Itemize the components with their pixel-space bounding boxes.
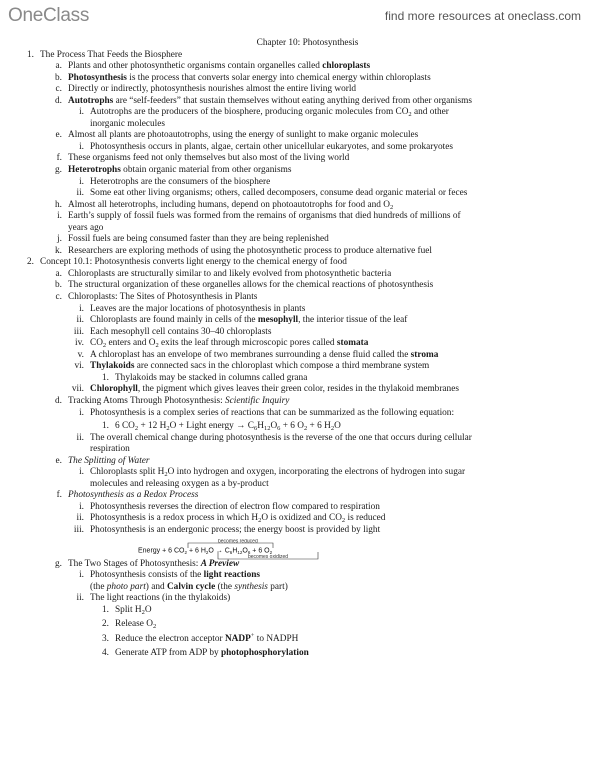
subscript: 2 (389, 203, 394, 211)
list-marker: ii. (76, 593, 84, 604)
outline-line (0, 433, 595, 445)
subscript: 2 (164, 471, 168, 479)
redox-diagram (0, 537, 595, 559)
outline-line (0, 246, 595, 258)
text-run: + 6 O (280, 421, 304, 432)
page-title: Chapter 10: Photosynthesis (256, 38, 359, 48)
line-text: The Process That Feeds the Biosphere (40, 49, 183, 60)
outline-line (0, 408, 595, 420)
subscript: 2 (303, 425, 308, 433)
text-run: Chloroplasts are found mainly in cells of the (90, 315, 258, 326)
list-marker: 3. (102, 633, 109, 644)
line-text: Some eat other living organisms; others, called decomposers, consume dead organic material or feces (90, 188, 468, 199)
list-marker: i. (79, 141, 84, 152)
line-text: Thylakoids may be stacked in columns called grana (115, 372, 308, 383)
line-text: respiration (90, 444, 130, 455)
text-run: are “self-feeders” that sustain themselves without eating anything derived from other organisms (113, 95, 472, 106)
list-marker: b. (55, 280, 62, 291)
line-text (68, 559, 239, 571)
outline-line (0, 559, 595, 571)
line-text: Heterotrophs are the consumers of the biosphere (90, 176, 271, 187)
text-run: (the (215, 581, 235, 592)
line-text: Photosynthesis is an endergonic process; the energy boost is provided by light (90, 524, 381, 535)
list-marker: i. (79, 303, 84, 314)
outline-line (0, 211, 595, 223)
list-marker: iii. (73, 326, 84, 337)
text-run: are connected sacs in the chloroplast which compose a third membrane system (134, 361, 430, 372)
outline-line (0, 234, 595, 246)
list-marker: g. (55, 558, 62, 569)
outline-line (0, 304, 595, 316)
italic-term: Scientific Inquiry (225, 395, 290, 406)
subscript: 2 (152, 623, 157, 631)
outline-line (0, 648, 595, 660)
line-text (68, 396, 289, 408)
text-run: Reduce the electron acceptor (115, 633, 225, 644)
outline-line (0, 582, 595, 594)
outline-line (0, 350, 595, 362)
outline-line (0, 153, 595, 165)
list-marker: k. (55, 245, 62, 256)
outline-line (0, 269, 595, 281)
line-text (115, 631, 299, 646)
list-marker: 4. (102, 648, 109, 659)
text-run: ) and (145, 581, 167, 592)
line-text (90, 361, 429, 373)
subscript: 2 (166, 425, 170, 433)
list-marker: j. (57, 234, 62, 245)
line-text: Directly or indirectly, photosynthesis nourishes almost the entire living world (68, 84, 357, 95)
italic-term: photo part (106, 581, 146, 592)
text-run: + 6 H (307, 421, 331, 432)
text-run: 6 CO (115, 421, 135, 432)
superscript: + (250, 631, 255, 639)
list-marker: h. (55, 199, 62, 210)
text-run: + 12 H (138, 421, 167, 432)
text-run: , the interior tissue of the leaf (298, 315, 408, 326)
line-text (115, 605, 152, 617)
line-text: The overall chemical change during photosynthesis is the reverse of the one that occurs during cellular (90, 432, 472, 443)
outline-line (0, 223, 595, 235)
subscript: 2 (408, 111, 412, 119)
bold-term: light reactions (203, 570, 261, 581)
line-text (68, 73, 431, 85)
list-marker: 2. (102, 619, 109, 630)
text-run: Almost all heterotrophs, including humans, depend on photoautotrophs for food and O (68, 199, 390, 210)
outline-line (0, 361, 595, 373)
list-marker: i. (79, 467, 84, 478)
line-text: The light reactions (in the thylakoids) (90, 593, 231, 604)
text-run: Photosynthesis consists of the (90, 570, 204, 581)
outline-line (0, 525, 595, 537)
line-text: Leaves are the major locations of photosynthesis in plants (90, 303, 306, 314)
text-run: obtain organic material from other organisms (120, 165, 292, 176)
text-run: to NADPH (254, 633, 299, 644)
line-text (90, 570, 260, 582)
outline-line (0, 479, 595, 491)
list-marker: v. (77, 349, 84, 360)
outline-line (0, 130, 595, 142)
list-marker: g. (55, 165, 62, 176)
bold-term: Photosynthesis (68, 72, 127, 83)
line-text (68, 96, 472, 108)
line-text: molecules and releasing oxygen as a by-product (90, 478, 269, 489)
text-run: Tracking Atoms Through Photosynthesis: (68, 395, 226, 406)
list-marker: a. (55, 61, 62, 72)
outline-line (0, 96, 595, 108)
outline-line (0, 384, 595, 396)
subscript: 6 (253, 425, 258, 433)
line-text: Concept 10.1: Photosynthesis converts light energy to the chemical energy of food (40, 257, 347, 268)
text-run: Autotrophs are the producers of the biosphere, producing organic molecules from CO (90, 107, 409, 118)
text-run: and other (411, 107, 449, 118)
subscript: 2 (134, 425, 139, 433)
list-marker: 1. (27, 49, 34, 60)
list-marker: d. (55, 95, 62, 106)
outline-line (0, 605, 595, 617)
list-marker: vi. (74, 361, 84, 372)
text-run: is reduced (345, 513, 386, 524)
line-text (68, 165, 291, 177)
oneclass-logo[interactable]: OneClass (8, 5, 90, 26)
outline-line (0, 50, 595, 62)
reduced-label: becomes reduced (218, 538, 258, 545)
outline-line (0, 502, 595, 514)
list-marker: iii. (73, 524, 84, 535)
text-run: A chloroplast has an envelope of two membranes surrounding a dense fluid called the (90, 349, 411, 360)
outline-line (0, 619, 595, 631)
line-text (115, 421, 341, 433)
outline-line (0, 513, 595, 525)
text-run: (the (90, 581, 107, 592)
line-text (90, 350, 438, 362)
text-run: Photosynthesis is a redox process in which H (90, 513, 259, 524)
line-text: The structural organization of these organelles allows for the chemical reactions of photosynthesis (68, 280, 434, 291)
subscript: 2 (341, 517, 346, 525)
list-marker: c. (55, 84, 62, 95)
outline-line (0, 280, 595, 292)
outline-line (0, 107, 595, 119)
text-run: part) (267, 581, 288, 592)
line-text: Chloroplasts: The Sites of Photosynthesis in Plants (68, 292, 258, 303)
outline-line (0, 142, 595, 154)
italic-term: synthesis (234, 581, 268, 592)
line-text (68, 456, 150, 468)
list-marker: i. (79, 176, 84, 187)
text-run: O (270, 421, 278, 432)
bold-term: Heterotrophs (68, 165, 121, 176)
line-text: inorganic molecules (90, 118, 165, 129)
line-text (68, 61, 370, 73)
subscript: 2 (102, 342, 107, 350)
oxidized-label: becomes oxidized (248, 553, 289, 560)
outline-line (0, 188, 595, 200)
outline-line (0, 73, 595, 85)
outline-line (0, 593, 595, 605)
text-run: Release O (115, 619, 153, 630)
text-run: H (257, 421, 264, 432)
subscript: 12 (263, 425, 271, 433)
line-text: Each mesophyll cell contains 30–40 chloroplasts (90, 326, 272, 337)
outline-line (0, 467, 595, 479)
list-marker: iv. (75, 338, 84, 349)
line-text: Almost all plants are photoautotrophs, using the energy of sunlight to make organic molecules (68, 130, 419, 141)
line-text: Photosynthesis reverses the direction of electron flow compared to respiration (90, 501, 380, 512)
outline-line (0, 396, 595, 408)
bold-term: Calvin cycle (166, 581, 216, 592)
line-text (90, 384, 459, 396)
bold-term: photophosphorylation (220, 648, 309, 659)
bold-term: stomata (336, 338, 369, 349)
outline-line (0, 84, 595, 96)
outline-line (0, 119, 595, 131)
resources-link[interactable]: find more resources at oneclass.com (384, 9, 581, 23)
list-marker: f. (56, 153, 62, 164)
italic-term: The Splitting of Water (68, 455, 150, 466)
text-run: O into hydrogen and oxygen, incorporating the electrons of hydrogen into sugar (167, 467, 466, 478)
subscript: 6 (277, 425, 281, 433)
text-run: O is oxidized and CO (261, 513, 342, 524)
bold-term: Chlorophyll (90, 384, 138, 395)
outline-line (0, 490, 595, 502)
list-marker: a. (55, 268, 62, 279)
list-marker: ii. (76, 315, 84, 326)
outline-line (0, 570, 595, 582)
outline-line (0, 165, 595, 177)
line-text: Chloroplasts are structurally similar to and likely evolved from photosynthetic bacteria (68, 268, 392, 279)
list-marker: i. (79, 407, 84, 418)
subscript: 2 (330, 425, 335, 433)
list-marker: d. (55, 395, 62, 406)
outline-line (0, 456, 595, 468)
list-marker: 1. (102, 372, 109, 383)
line-text: Researchers are exploring methods of using the photosynthetic process to produce alternative fuel (68, 245, 433, 256)
subscript: 2 (258, 517, 262, 525)
line-text: Fossil fuels are being consumed faster than they are being replenished (68, 234, 329, 245)
bold-italic-term: A Preview (200, 558, 240, 569)
text-run: O + Light energy → C (169, 421, 254, 432)
line-text (115, 619, 156, 631)
outline-line (0, 421, 595, 433)
bold-term: mesophyll (257, 315, 299, 326)
outline-line (0, 315, 595, 327)
outline-line (0, 444, 595, 456)
list-marker: b. (55, 72, 62, 83)
list-marker: f. (56, 490, 62, 501)
list-marker: ii. (76, 513, 84, 524)
document-body (0, 38, 595, 660)
text-run: The Two Stages of Photosynthesis: (68, 558, 201, 569)
line-text (68, 490, 198, 502)
line-text (115, 648, 309, 660)
outline-line (0, 631, 595, 646)
redox-equation-svg (138, 539, 378, 561)
line-text (90, 582, 288, 594)
list-marker: i. (79, 570, 84, 581)
line-text (68, 200, 393, 212)
line-text (90, 467, 465, 479)
outline-line (0, 177, 595, 189)
list-marker: 1. (102, 421, 109, 432)
outline-line (0, 327, 595, 339)
text-run: exits the leaf through microscopic pores called (158, 338, 337, 349)
text-run: Chloroplasts split H (90, 467, 165, 478)
text-run: is the process that converts solar energy into chemical energy within chloroplasts (126, 72, 431, 83)
list-marker: 2. (27, 257, 34, 268)
list-marker: 1. (102, 604, 109, 615)
outline-line (0, 257, 595, 269)
text-run: Plants and other photosynthetic organisms contain organelles called (68, 61, 323, 72)
text-run: , the pigment which gives leaves their green color, resides in the thylakoid membranes (137, 384, 459, 395)
bold-term: chloroplasts (322, 61, 371, 72)
line-text (90, 315, 407, 327)
text-run: Generate ATP from ADP by (115, 648, 221, 659)
bold-term: NADP (224, 633, 251, 644)
list-marker: c. (55, 292, 62, 303)
subscript: 2 (141, 608, 145, 616)
text-run: Split H (115, 604, 142, 615)
line-text: Photosynthesis is a complex series of reactions that can be summarized as the following equation: (90, 407, 455, 418)
outline-line (0, 292, 595, 304)
list-marker: i. (57, 211, 62, 222)
list-marker: vii. (71, 384, 84, 395)
list-marker: ii. (76, 188, 84, 199)
line-text (90, 107, 449, 119)
list-marker: e. (55, 130, 62, 141)
text-run: enters and O (106, 338, 156, 349)
italic-term: Photosynthesis as a Redox Process (68, 490, 199, 501)
line-text (90, 338, 368, 350)
bold-term: stroma (410, 349, 439, 360)
line-text: Earth’s supply of fossil fuels was formed from the remains of organisms that died hundreds of millions of (68, 211, 461, 222)
text-run: CO (90, 338, 103, 349)
outline-line (0, 61, 595, 73)
list-marker: i. (79, 501, 84, 512)
list-marker: ii. (76, 432, 84, 443)
bold-term: Autotrophs (68, 95, 114, 106)
line-text: These organisms feed not only themselves but also most of the living world (68, 153, 350, 164)
outline-line (0, 200, 595, 212)
subscript: 2 (155, 342, 159, 350)
energy-equation: Energy + 6 $CO_2 + 6$ $H_2O \to C_6H_{12}O_6 + 6$ $O_2$ (138, 547, 273, 555)
line-text: Photosynthesis occurs in plants, algae, certain other unicellular eukaryotes, and some prokaryotes (90, 141, 453, 152)
outline-line (0, 373, 595, 385)
text-run: O (334, 421, 341, 432)
page-header (0, 0, 595, 30)
line-text: years ago (68, 222, 104, 233)
text-run: O (144, 604, 152, 615)
line-text (90, 513, 385, 525)
list-marker: i. (79, 107, 84, 118)
outline-list (0, 50, 595, 660)
list-marker: e. (55, 455, 62, 466)
outline-line (0, 338, 595, 350)
bold-term: Thylakoids (90, 361, 135, 372)
